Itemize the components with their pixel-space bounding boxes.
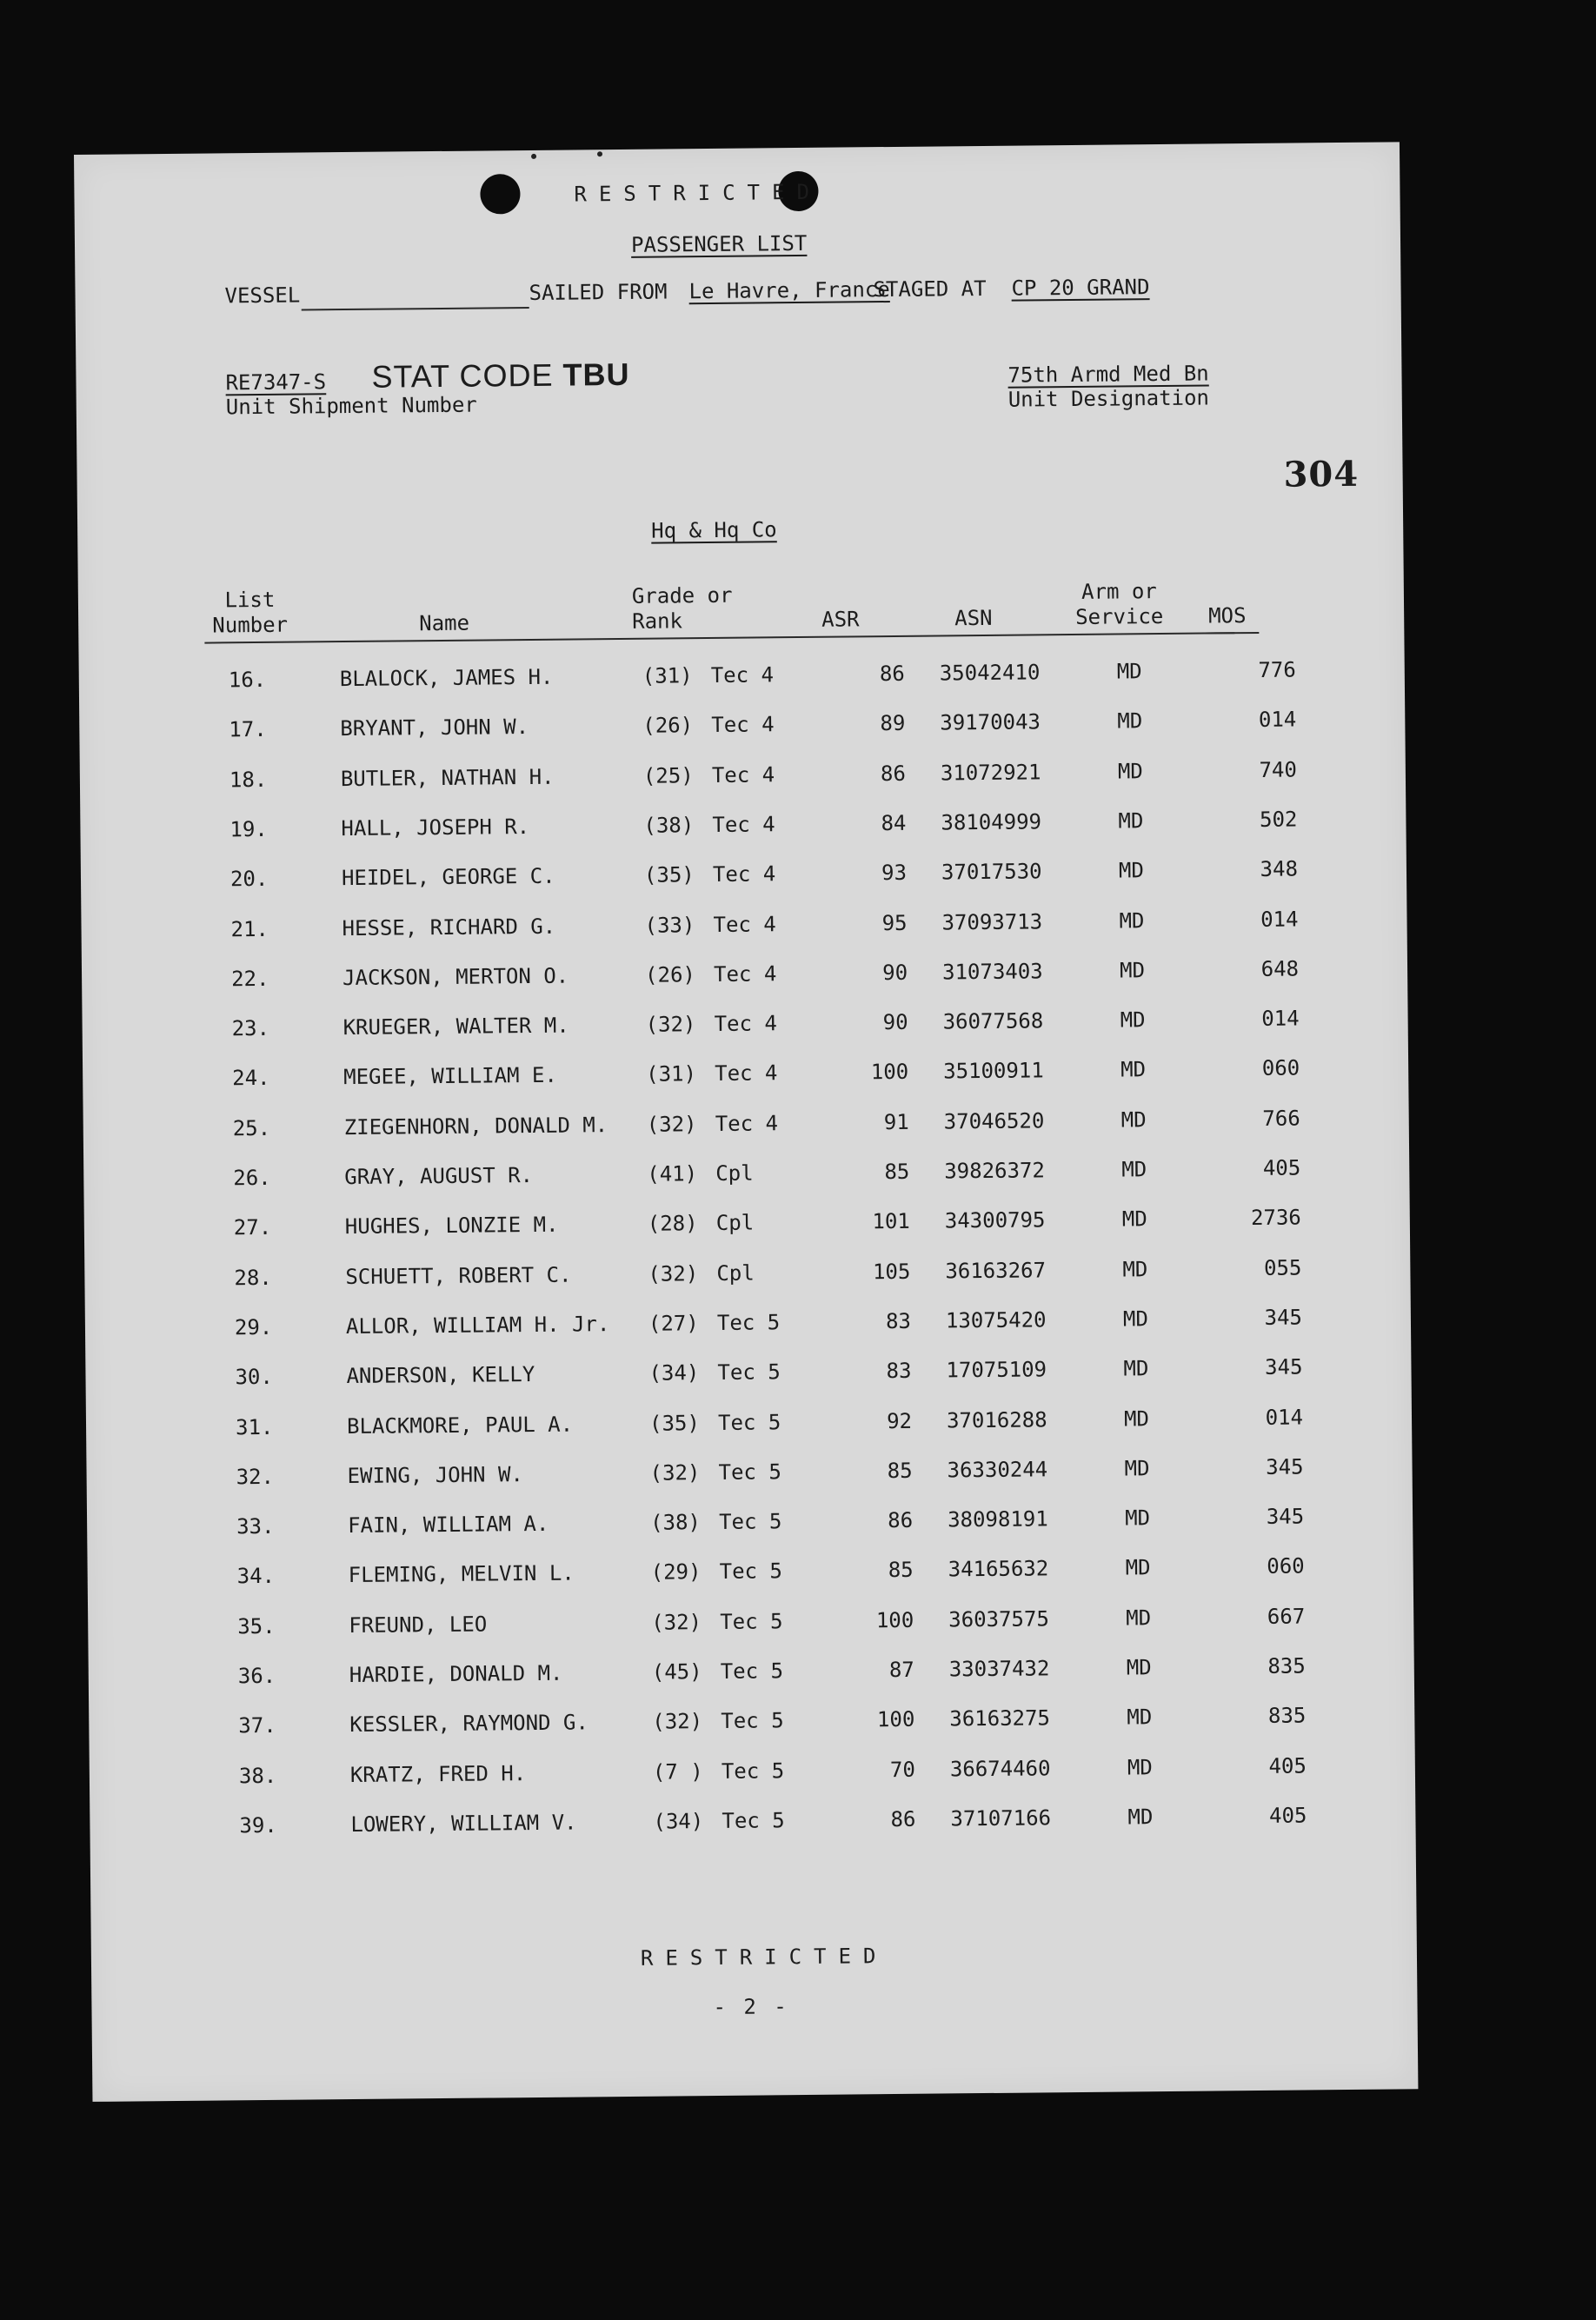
- list-number: 39.: [239, 1812, 277, 1838]
- army-serial-number: 37016288: [946, 1407, 1047, 1433]
- list-number: 18.: [229, 767, 268, 793]
- mos-code: 345: [1266, 1504, 1305, 1529]
- list-number: 23.: [231, 1015, 270, 1041]
- list-number: 37.: [238, 1712, 276, 1738]
- passenger-name: ANDERSON, KELLY: [346, 1361, 535, 1389]
- asr-score: 100: [870, 1059, 909, 1085]
- mos-code: 055: [1263, 1255, 1302, 1280]
- passenger-name: ALLOR, WILLIAM H. Jr.: [345, 1312, 610, 1339]
- arm-service: MD: [1117, 759, 1143, 784]
- header-rule: [204, 632, 1234, 643]
- list-number: 25.: [232, 1115, 271, 1141]
- table-row: [80, 806, 1406, 854]
- age: (32): [646, 1112, 697, 1137]
- mos-code: 014: [1258, 707, 1297, 732]
- arm-service: MD: [1124, 1506, 1151, 1531]
- army-serial-number: 17075109: [946, 1357, 1047, 1383]
- age: (35): [643, 862, 695, 887]
- army-serial-number: 39170043: [940, 709, 1041, 735]
- table-row: [90, 1752, 1415, 1800]
- arm-service: MD: [1123, 1406, 1150, 1432]
- grade-rank: Tec 5: [720, 1609, 783, 1634]
- asr-score: 92: [886, 1408, 913, 1434]
- speck: [597, 151, 602, 156]
- list-number: 36.: [237, 1663, 276, 1689]
- grade-rank: Tec 4: [715, 1060, 778, 1086]
- arm-service: MD: [1124, 1456, 1150, 1481]
- army-serial-number: 13075420: [945, 1307, 1047, 1333]
- arm-service: MD: [1125, 1555, 1151, 1580]
- grade-rank: Tec 5: [720, 1659, 784, 1684]
- asr-score: 85: [887, 1458, 913, 1484]
- vessel-label: VESSEL: [224, 283, 301, 309]
- army-serial-number: 36330244: [947, 1457, 1048, 1483]
- asr-score: 95: [881, 910, 908, 936]
- army-serial-number: 31072921: [940, 760, 1041, 786]
- army-serial-number: 37046520: [943, 1108, 1045, 1134]
- grade-rank: Tec 5: [717, 1359, 781, 1385]
- table-row: [79, 706, 1405, 754]
- arm-service: MD: [1123, 1356, 1149, 1381]
- mos-code: 014: [1261, 1006, 1300, 1031]
- document-title: PASSENGER LIST: [630, 230, 808, 257]
- classification-bottom: RESTRICTED: [640, 1944, 888, 1971]
- table-row: [83, 1154, 1409, 1202]
- passenger-name: KESSLER, RAYMOND G.: [349, 1710, 589, 1738]
- age: (29): [650, 1559, 702, 1585]
- asr-score: 85: [884, 1159, 910, 1185]
- list-number: 30.: [235, 1364, 273, 1390]
- mos-code: 345: [1264, 1354, 1303, 1379]
- table-row: [85, 1353, 1411, 1401]
- mos-code: 405: [1262, 1155, 1301, 1180]
- age: (32): [648, 1261, 699, 1286]
- mos-code: 405: [1268, 1803, 1307, 1828]
- list-number: 38.: [238, 1763, 277, 1789]
- mos-code: 060: [1261, 1055, 1300, 1080]
- grade-rank: Tec 5: [721, 1708, 784, 1733]
- age: (38): [650, 1510, 702, 1535]
- army-serial-number: 34165632: [948, 1556, 1049, 1582]
- passenger-name: SCHUETT, ROBERT C.: [345, 1262, 572, 1290]
- passenger-name: HESSE, RICHARD G.: [342, 914, 556, 941]
- table-row: [83, 1105, 1409, 1153]
- table-row: [84, 1254, 1410, 1302]
- age: (38): [643, 813, 695, 838]
- grade-rank: Tec 4: [710, 662, 775, 688]
- passenger-name: FAIN, WILLIAM A.: [348, 1511, 549, 1539]
- army-serial-number: 31073403: [941, 959, 1043, 985]
- mos-code: 648: [1260, 956, 1300, 981]
- list-number: 33.: [236, 1513, 275, 1539]
- grade-rank: Cpl: [715, 1210, 755, 1235]
- army-serial-number: 35042410: [939, 660, 1041, 686]
- age: (32): [645, 1012, 696, 1037]
- arm-service: MD: [1119, 908, 1145, 934]
- table-row: [89, 1702, 1414, 1750]
- table-row: [88, 1603, 1413, 1651]
- passenger-name: FLEMING, MELVIN L.: [348, 1560, 575, 1588]
- asr-score: 89: [880, 710, 906, 736]
- passenger-name: BRYANT, JOHN W.: [340, 715, 529, 741]
- arm-service: MD: [1120, 1007, 1146, 1033]
- asr-score: 100: [876, 1706, 915, 1732]
- list-number: 21.: [230, 916, 269, 942]
- age: (7 ): [652, 1759, 703, 1785]
- mos-code: 667: [1267, 1604, 1306, 1629]
- stat-code-value: TBU: [562, 356, 630, 393]
- age: (26): [642, 713, 694, 738]
- list-number: 27.: [233, 1214, 272, 1240]
- table-row: [89, 1652, 1414, 1700]
- grade-rank: Tec 5: [716, 1310, 781, 1335]
- army-serial-number: 36037575: [948, 1606, 1049, 1632]
- mos-code: 345: [1264, 1305, 1303, 1330]
- army-serial-number: 37093713: [941, 909, 1043, 935]
- unit-shipment-caption: Unit Shipment Number: [225, 392, 477, 420]
- arm-service: MD: [1122, 1257, 1148, 1282]
- arm-service: MD: [1119, 958, 1146, 983]
- army-serial-number: 34300795: [944, 1207, 1046, 1233]
- page-number: - 2 -: [713, 1994, 789, 2020]
- table-row: [83, 1054, 1408, 1102]
- passenger-name: HUGHES, LONZIE M.: [344, 1212, 559, 1240]
- unit-designation: 75th Armd Med Bn: [1007, 361, 1209, 388]
- table-row: [86, 1453, 1412, 1501]
- col-name: Name: [419, 610, 470, 636]
- arm-service: MD: [1118, 808, 1144, 834]
- passenger-name: HARDIE, DONALD M.: [349, 1660, 563, 1688]
- grade-rank: Tec 5: [718, 1509, 782, 1534]
- mos-code: 405: [1268, 1753, 1307, 1778]
- list-number: 32.: [236, 1464, 275, 1490]
- staged-at-value: CP 20 GRAND: [1011, 275, 1150, 301]
- table-row: [84, 1204, 1410, 1252]
- passenger-name: BLALOCK, JAMES H.: [339, 664, 554, 692]
- passenger-name: GRAY, AUGUST R.: [344, 1162, 534, 1190]
- asr-score: 84: [881, 810, 907, 836]
- asr-score: 90: [882, 960, 908, 986]
- age: (35): [648, 1411, 700, 1436]
- table-row: [83, 1005, 1408, 1053]
- age: (25): [642, 763, 694, 788]
- mos-code: 776: [1258, 657, 1296, 682]
- army-serial-number: 33037432: [948, 1656, 1050, 1682]
- passenger-name: KRATZ, FRED H.: [349, 1761, 527, 1788]
- list-number: 16.: [228, 667, 267, 693]
- arm-service: MD: [1121, 1157, 1147, 1182]
- mos-code: 345: [1266, 1454, 1304, 1479]
- list-number: 31.: [235, 1414, 274, 1440]
- asr-score: 105: [872, 1259, 911, 1285]
- asr-score: 70: [889, 1757, 916, 1783]
- col-asr: ASR: [821, 607, 860, 632]
- asr-score: 90: [882, 1009, 908, 1035]
- asr-score: 83: [886, 1358, 912, 1384]
- grade-rank: Tec 4: [712, 812, 775, 837]
- passenger-name: EWING, JOHN W.: [347, 1462, 524, 1489]
- passenger-name: BLACKMORE, PAUL A.: [346, 1412, 574, 1439]
- list-number: 34.: [236, 1563, 276, 1589]
- grade-rank: Tec 5: [721, 1758, 785, 1784]
- arm-service: MD: [1116, 659, 1142, 684]
- mos-code: 060: [1267, 1553, 1305, 1579]
- asr-score: 91: [883, 1109, 909, 1135]
- arm-service: MD: [1117, 708, 1143, 734]
- grade-rank: Cpl: [716, 1260, 755, 1286]
- staged-at-label: STAGED AT: [873, 276, 987, 302]
- grade-rank: Tec 5: [722, 1808, 785, 1833]
- age: (41): [647, 1161, 698, 1187]
- grade-rank: Tec 4: [714, 1011, 778, 1036]
- age: (32): [649, 1460, 701, 1486]
- passenger-name: JACKSON, MERTON O.: [342, 963, 569, 991]
- col-list-number: List Number: [212, 587, 289, 638]
- army-serial-number: 37017530: [941, 859, 1042, 885]
- mos-code: 766: [1262, 1106, 1300, 1131]
- passenger-name: HALL, JOSEPH R.: [341, 814, 530, 841]
- asr-score: 85: [888, 1557, 914, 1583]
- col-asn: ASN: [954, 605, 993, 631]
- passenger-name: ZIEGENHORN, DONALD M.: [343, 1113, 608, 1140]
- passenger-name: KRUEGER, WALTER M.: [342, 1013, 569, 1040]
- age: (27): [648, 1311, 699, 1336]
- table-row: [88, 1552, 1413, 1600]
- asr-score: 86: [890, 1806, 916, 1832]
- asr-score: 87: [888, 1657, 914, 1683]
- sailed-from-value: Le Havre, France: [688, 276, 890, 304]
- grade-rank: Cpl: [715, 1160, 754, 1186]
- asr-score: 100: [875, 1607, 914, 1633]
- mos-code: 014: [1265, 1405, 1304, 1430]
- grade-rank: Tec 5: [719, 1559, 783, 1584]
- page-stamp: 304: [1283, 453, 1360, 495]
- table-row: [85, 1304, 1411, 1352]
- list-number: 26.: [233, 1165, 271, 1191]
- list-number: 22.: [230, 966, 269, 992]
- army-serial-number: 38098191: [947, 1506, 1048, 1532]
- passenger-name: FREUND, LEO: [349, 1612, 488, 1639]
- mos-code: 2736: [1250, 1205, 1301, 1231]
- sailed-from-label: SAILED FROM: [529, 279, 668, 305]
- army-serial-number: 38104999: [941, 809, 1042, 835]
- army-serial-number: 36163267: [945, 1258, 1047, 1284]
- table-row: [82, 955, 1407, 1003]
- unit-designation-caption: Unit Designation: [1007, 385, 1210, 412]
- age: (31): [642, 663, 693, 688]
- age: (45): [651, 1659, 702, 1685]
- asr-score: 86: [888, 1507, 914, 1533]
- age: (34): [653, 1809, 704, 1834]
- section-title: Hq & Hq Co: [651, 517, 777, 543]
- asr-score: 83: [885, 1308, 912, 1334]
- army-serial-number: 39826372: [944, 1158, 1045, 1184]
- vessel-blank-line: [302, 307, 529, 311]
- table-row: [81, 855, 1406, 903]
- mos-code: 835: [1267, 1653, 1306, 1679]
- arm-service: MD: [1126, 1605, 1152, 1631]
- arm-service: MD: [1121, 1107, 1147, 1133]
- arm-service: MD: [1121, 1057, 1147, 1082]
- age: (26): [644, 962, 696, 987]
- punch-hole-left: [480, 174, 520, 214]
- classification-top: RESTRICTED: [574, 179, 822, 207]
- table-row: [79, 656, 1405, 704]
- list-number: 17.: [229, 716, 267, 742]
- grade-rank: Tec 5: [717, 1410, 781, 1435]
- arm-service: MD: [1118, 858, 1144, 883]
- arm-service: MD: [1127, 1805, 1154, 1830]
- passenger-name: MEGEE, WILLIAM E.: [343, 1062, 557, 1090]
- stat-code-label: STAT CODE: [371, 356, 554, 395]
- table-row: [90, 1802, 1415, 1850]
- mos-code: 014: [1260, 907, 1299, 932]
- mos-code: 502: [1259, 807, 1298, 832]
- passenger-list-page: [74, 142, 1418, 2102]
- list-number: 29.: [234, 1314, 273, 1340]
- mos-code: 740: [1259, 757, 1297, 782]
- arm-service: MD: [1122, 1306, 1148, 1332]
- grade-rank: Tec 4: [711, 712, 775, 737]
- col-arm-service: Arm or Service: [1075, 579, 1164, 629]
- list-number: 35.: [237, 1613, 276, 1639]
- age: (28): [647, 1211, 698, 1236]
- mos-code: 348: [1260, 856, 1299, 881]
- passenger-name: LOWERY, WILLIAM V.: [350, 1810, 577, 1838]
- arm-service: MD: [1127, 1705, 1153, 1730]
- age: (34): [648, 1360, 700, 1386]
- unit-shipment-number: RE7347-S: [225, 369, 327, 396]
- age: (31): [646, 1061, 697, 1087]
- army-serial-number: 37107166: [950, 1805, 1052, 1831]
- grade-rank: Tec 4: [713, 912, 776, 937]
- col-mos: MOS: [1208, 603, 1247, 628]
- list-number: 24.: [232, 1065, 270, 1091]
- grade-rank: Tec 4: [715, 1111, 779, 1136]
- passenger-name: BUTLER, NATHAN H.: [340, 764, 555, 792]
- asr-score: 86: [879, 661, 905, 687]
- list-number: 28.: [234, 1265, 272, 1291]
- asr-score: 101: [872, 1208, 910, 1234]
- stat-code: [371, 356, 629, 396]
- col-grade: Grade or Rank: [631, 582, 733, 634]
- speck: [531, 154, 536, 159]
- grade-rank: Tec 5: [718, 1459, 781, 1485]
- arm-service: MD: [1127, 1755, 1153, 1780]
- age: (32): [651, 1610, 702, 1635]
- grade-rank: Tec 4: [712, 861, 776, 887]
- arm-service: MD: [1126, 1655, 1152, 1680]
- list-number: 19.: [229, 816, 268, 842]
- asr-score: 86: [880, 761, 907, 787]
- table-row: [80, 756, 1406, 804]
- mos-rule: [1205, 632, 1259, 635]
- asr-score: 93: [881, 860, 908, 886]
- age: (33): [644, 913, 695, 938]
- army-serial-number: 35100911: [943, 1058, 1044, 1084]
- army-serial-number: 36163275: [949, 1705, 1051, 1732]
- passenger-name: HEIDEL, GEORGE C.: [341, 863, 555, 891]
- list-number: 20.: [229, 866, 269, 892]
- age: (32): [652, 1709, 703, 1734]
- mos-code: 835: [1267, 1703, 1307, 1728]
- arm-service: MD: [1121, 1207, 1147, 1232]
- table-row: [86, 1404, 1412, 1452]
- table-row: [81, 906, 1406, 954]
- army-serial-number: 36077568: [942, 1008, 1044, 1034]
- grade-rank: Tec 4: [711, 762, 775, 788]
- grade-rank: Tec 4: [713, 961, 777, 987]
- table-row: [87, 1503, 1413, 1551]
- army-serial-number: 36674460: [949, 1756, 1051, 1782]
